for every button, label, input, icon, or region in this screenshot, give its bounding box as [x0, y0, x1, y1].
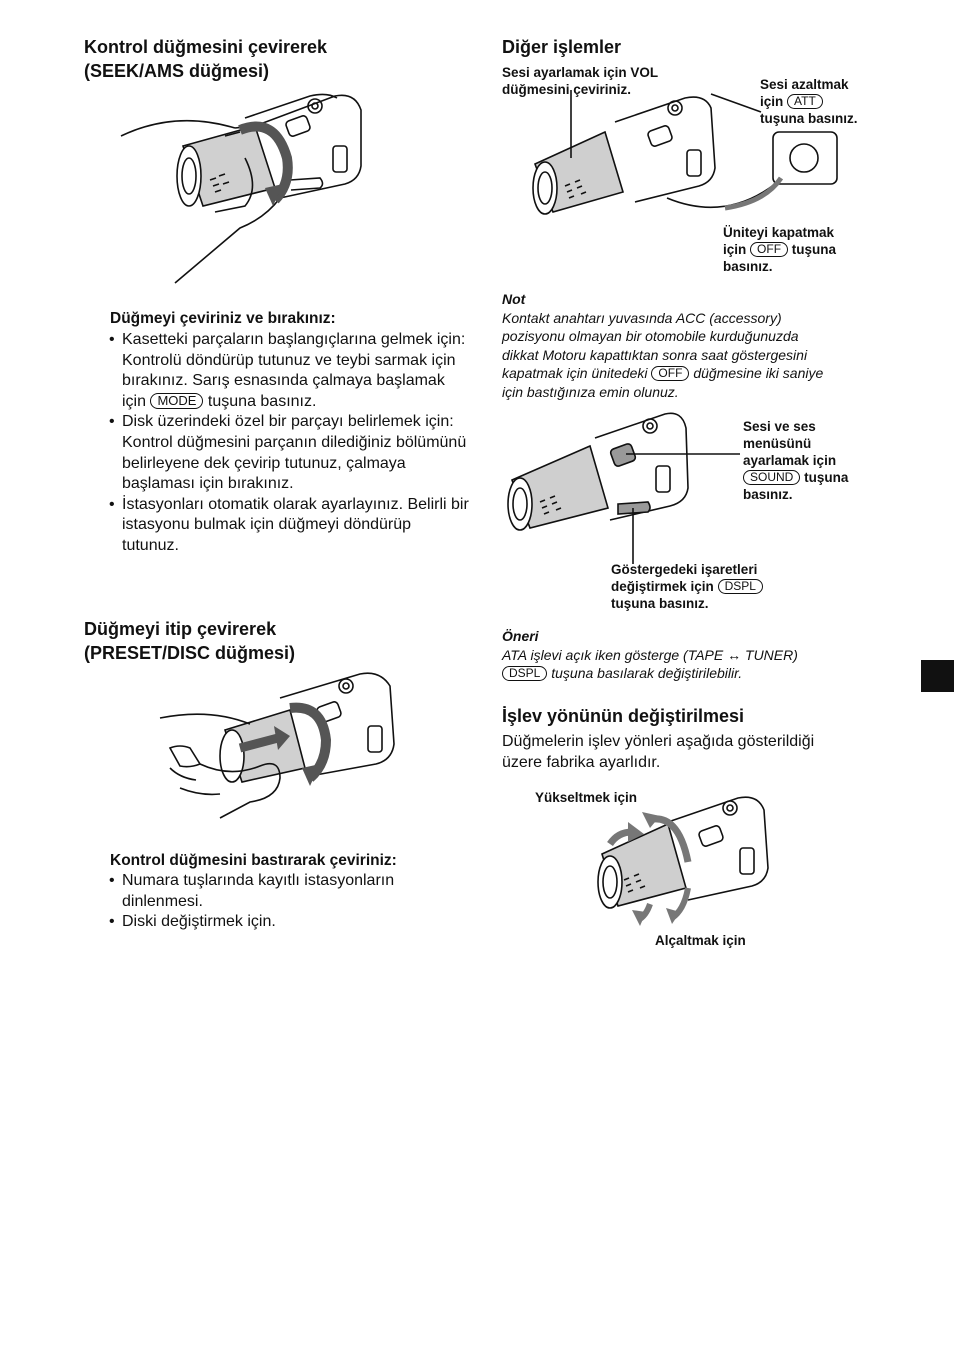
att-button[interactable]: ATT — [787, 94, 823, 109]
list-item: • Diski değiştirmek için. — [109, 912, 469, 933]
tip-title: Öneri — [502, 628, 539, 644]
caption-line: Üniteyi kapatmak — [723, 225, 835, 240]
off-button[interactable]: OFF — [750, 242, 788, 257]
heading-direction-change: İşlev yönünün değiştirilmesi — [502, 706, 745, 726]
push-turn-title: Kontrol düğmesini bastırarak çeviriniz: — [110, 852, 397, 869]
tip-line: ATA işlevi açık iken gösterge (TAPE — [502, 647, 724, 663]
caption-line: tuşuna basınız. — [760, 111, 858, 126]
caption-line: Göstergedeki işaretleri — [611, 562, 758, 577]
bullet-text: tuşuna basınız. — [207, 392, 317, 410]
note-text — [502, 309, 892, 401]
caption-line: için — [723, 242, 747, 257]
sound-dspl-illustration — [500, 408, 750, 568]
left-right-arrow-icon: ↔ — [727, 647, 742, 663]
down-label: Alçaltmak için — [655, 933, 746, 948]
caption-line: değiştirmek için — [611, 579, 714, 594]
tip-text — [502, 646, 892, 683]
other-operations-illustration — [525, 92, 845, 222]
caption-line: tuşuna — [791, 242, 837, 257]
off-caption — [723, 224, 836, 275]
heading-other-operations: Diğer işlemler — [502, 37, 622, 57]
note-title: Not — [502, 291, 526, 307]
seek-bullets — [109, 330, 469, 557]
note-line: Kontakt anahtarı yuvasında ACC (accessory) — [502, 310, 782, 326]
sound-button[interactable]: SOUND — [743, 470, 800, 485]
note-line: için bastığınıza emin olunuz. — [502, 383, 679, 400]
seek-ams-illustration — [115, 88, 375, 288]
heading-line: (SEEK/AMS düğmesi) — [84, 61, 270, 81]
heading-line: Düğmeyi itip çevirerek — [84, 619, 277, 639]
dspl-caption — [611, 561, 763, 612]
caption-line: ayarlamak için — [743, 453, 837, 468]
note-line: düğmesine iki saniye — [693, 365, 824, 382]
sound-caption — [743, 418, 848, 503]
list-item: • Numara tuşlarında kayıtlı istasyonların dinlenmesi. — [109, 871, 469, 912]
caption-line: basınız. — [723, 259, 773, 274]
caption-line: düğmesini çeviriniz. — [502, 82, 632, 97]
caption-line: Sesi ayarlamak için VOL — [502, 65, 659, 80]
mode-button[interactable]: MODE — [150, 393, 203, 409]
caption-line: basınız. — [743, 487, 793, 502]
tip-line: tuşuna basılarak değiştirilebilir. — [551, 665, 743, 682]
direction-text — [502, 732, 814, 773]
heading-preset-disc — [84, 617, 295, 665]
caption-line: menüsünü — [743, 436, 812, 451]
caption-line: tuşuna — [804, 470, 849, 485]
list-item: • Disk üzerindeki özel bir parçayı belirlemek için: Kontrol düğmesini parçanın dilediğiniz bölümünü belirleyene dek çevirip tutunuz, çalmaya başlaması için bırakınız. — [109, 412, 469, 494]
list-item — [109, 330, 469, 412]
tip-line: TUNER) — [745, 647, 798, 663]
body-line: Düğmelerin işlev yönleri aşağıda gösterildiği — [502, 733, 815, 750]
direction-illustration — [588, 792, 788, 932]
caption-line: Sesi ve ses — [743, 419, 816, 434]
off-button[interactable]: OFF — [651, 366, 689, 381]
note-line: kapatmak için ünitedeki — [502, 365, 648, 382]
up-label: Yükseltmek için — [535, 790, 638, 805]
dspl-button[interactable]: DSPL — [502, 666, 547, 681]
heading-line: (PRESET/DISC düğmesi) — [84, 643, 296, 663]
bullet-text: Kasetteki parçaların başlangıçlarına gelmek için: Kontrolü döndürüp tutunuz ve teybi sarmak için bırakınız. Sarış esnasında çalmaya başlamak için — [122, 331, 466, 410]
list-item: • İstasyonları otomatik olarak ayarlayınız. Belirli bir istasyonu bulmak için düğmeyi döndürüp tutunuz. — [109, 495, 469, 557]
dspl-button[interactable]: DSPL — [718, 579, 763, 594]
caption-line: için — [760, 94, 784, 109]
note-line: pozisyonu olmayan bir otomobile kurduğunuzda — [502, 328, 799, 345]
section-tab-marker — [921, 660, 954, 692]
preset-disc-illustration — [150, 668, 410, 828]
caption-line: tuşuna basınız. — [611, 596, 709, 611]
turn-release-title: Düğmeyi çeviriniz ve bırakınız: — [110, 310, 336, 327]
body-line: üzere fabrika ayarlıdır. — [502, 753, 661, 771]
note-line: dikkat Motoru kapattıktan sonra saat göstergesini — [502, 346, 808, 363]
preset-bullets — [109, 871, 469, 933]
heading-line: Kontrol düğmesini çevirerek — [84, 37, 328, 57]
caption-line: Sesi azaltmak — [760, 77, 849, 92]
heading-seek-ams — [84, 35, 327, 83]
